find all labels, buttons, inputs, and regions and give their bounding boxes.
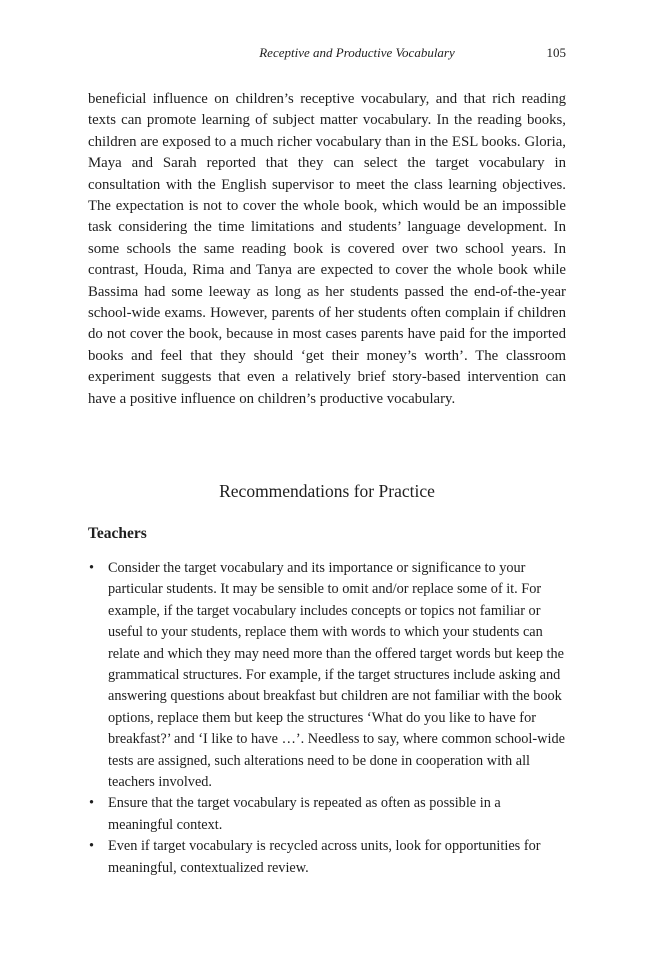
page-number: 105 (546, 45, 566, 60)
running-head (88, 45, 566, 65)
bullet-marker: • (89, 838, 95, 855)
bullet-marker: • (89, 795, 95, 812)
running-head-title: Receptive and Productive Vocabulary (259, 45, 455, 60)
recommendation-item (88, 793, 566, 836)
recommendation-text: Consider the target vocabulary and its importance or significance to your particular students. It may be sensible to omit and/or replace some of it. For example, if the target vocabulary includes concepts or topics not familiar or useful to your students, replace them with words to which your students can relate and which they may need more than the offered target words but keep the grammatical structures. For example, if the target structures include asking and answering questions about breakfast but children are not familiar with the book options, replace them but keep the structures ‘What do you like to have for breakfast?’ and ‘I like to have …’. Needless to say, where common school-wide tests are assigned, such alterations need to be done in cooperation with all teachers involved. (108, 560, 565, 791)
section-heading: Recommendations for Practice (219, 481, 435, 501)
recommendation-text: Ensure that the target vocabulary is repeated as often as possible in a meaningful context. (108, 795, 501, 833)
recommendation-item (88, 836, 566, 879)
recommendation-item (88, 558, 566, 793)
sub-heading-teachers: Teachers (88, 525, 147, 542)
recommendation-list (88, 558, 566, 879)
bullet-marker: • (89, 560, 95, 576)
recommendation-text: Even if target vocabulary is recycled across units, look for opportunities for meaningful, contextualized review. (108, 838, 541, 876)
body-paragraph: beneficial influence on children’s receptive vocabulary, and that rich reading texts can promote learning of subject matter vocabulary. In the reading books, children are exposed to a much richer vocabulary than in the ESL books. Gloria, Maya and Sarah reported that they can select the target vocabulary in consultation with the English supervisor to meet the class learning objectives. The expectation is not to cover the whole book, which would be an impossible task considering the time limitations and students’ language development. In some schools the same reading book is covered over two school years. In contrast, Houda, Rima and Tanya are expected to cover the whole book while Bassima had some leeway as long as her students passed the end-of-the-year school-wide exams. However, parents of her students often complain if children do not cover the book, because in most cases parents have paid for the imported books and feel that they should ‘get their money’s worth’. The classroom experiment suggests that even a relatively brief story-based intervention can have a positive influence on children’s productive vocabulary. (88, 91, 566, 407)
